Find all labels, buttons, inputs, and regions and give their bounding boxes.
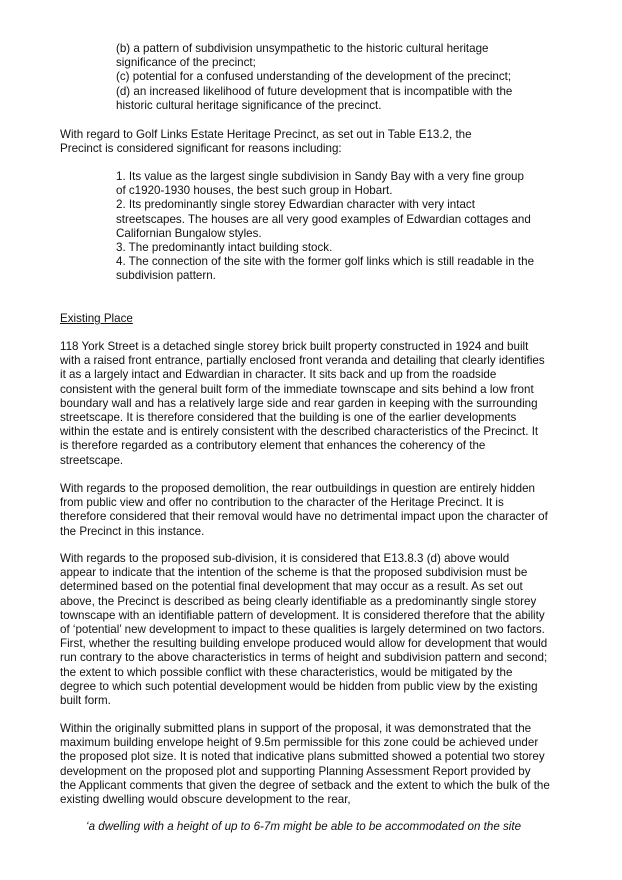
reason-item-2: 2. Its predominantly single storey Edwardian character with very intact	[116, 198, 475, 212]
text-line: it as a largely intact and Edwardian in character. It sits back and up from the roadside	[60, 368, 497, 382]
text-line: Within the originally submitted plans in support of the proposal, it was demonstrated that the	[60, 722, 532, 735]
text-line: is therefore regarded as a contributory element that enhances the coherency of the	[60, 439, 486, 453]
text-line: of ‘potential’ new development to impact to these qualities is largely determined on two factors.	[60, 623, 545, 637]
text-line: streetscape. It is therefore considered that the building is one of the earlier developments	[60, 411, 517, 425]
text-line: degree to which such potential development would be hidden from public view by the existing	[60, 679, 538, 693]
text-line: above, the Precinct is described as being clearly identifiable as a predominantly single storey	[60, 594, 537, 608]
demolition-paragraph	[60, 482, 572, 539]
criteria-item-d: (d) an increased likelihood of future development that is incompatible with the	[116, 84, 513, 98]
text-line: built form.	[60, 694, 111, 708]
text-line: First, whether the resulting building envelope produced would allow for development that would	[60, 637, 548, 651]
text-line: run contrary to the above characteristics in terms of height and subdivision pattern and second;	[60, 651, 548, 665]
subdivision-paragraph	[60, 552, 572, 708]
text-line: the proposed plot size. It is noted that indicative plans submitted showed a potential two storey	[60, 750, 545, 764]
criteria-item-b-cont: significance of the precinct;	[116, 56, 256, 70]
text-line: maximum building envelope height of 9.5m permissible for this zone could be achieved under	[60, 736, 539, 750]
quote-text: ‘a dwelling with a height of up to 6-7m might be able to be accommodated on the site	[86, 820, 522, 833]
text-line: with a raised front entrance, partially enclosed front veranda and detailing that clearly identifies	[60, 354, 545, 368]
reason-item-4-cont: subdivision pattern.	[116, 269, 216, 283]
criteria-item-c: (c) potential for a confused understanding of the development of the precinct;	[116, 70, 512, 84]
reason-item-3: 3. The predominantly intact building stock.	[116, 241, 333, 255]
section-heading	[60, 312, 572, 326]
reason-item-4: 4. The connection of the site with the former golf links which is still readable in the	[116, 255, 535, 269]
text-line: Precinct is considered significant for reasons including:	[60, 142, 342, 156]
building-envelope-paragraph	[60, 722, 572, 807]
significance-reasons-list	[116, 170, 568, 284]
text-line: With regards to the proposed demolition, the rear outbuildings in question are entirely hidden	[60, 482, 535, 495]
text-line: within the estate and is entirely consistent with the described characteristics of the Precinct. It	[60, 425, 539, 439]
criteria-item-d-cont: historic cultural heritage significance of the precinct.	[116, 98, 382, 112]
text-line: With regards to the proposed sub-division, it is considered that E13.8.3 (d) above would	[60, 552, 510, 565]
text-line: determined based on the potential final development that may occur as a result. As set out	[60, 580, 523, 594]
reason-item-2-cont: Californian Bungalow styles.	[116, 226, 262, 240]
text-line: existing dwelling would obscure development to the rear,	[60, 793, 351, 807]
reason-item-1: 1. Its value as the largest single subdivision in Sandy Bay with a very fine group	[116, 170, 524, 183]
text-line: consistent with the general built form of the immediate townscape and sits behind a low front	[60, 382, 534, 396]
text-line: 118 York Street is a detached single storey brick built property constructed in 1924 and built	[60, 340, 529, 353]
text-line: streetscape.	[60, 453, 124, 467]
text-line: therefore considered that their removal would have no detrimental impact upon the character of	[60, 510, 548, 524]
text-line: boundary wall and has a relatively large side and rear garden in keeping with the surrounding	[60, 396, 538, 410]
section-heading-text: Existing Place	[60, 312, 133, 325]
existing-place-paragraph	[60, 340, 572, 468]
criteria-item-b: (b) a pattern of subdivision unsympathetic to the historic cultural heritage	[116, 42, 489, 55]
text-line: With regard to Golf Links Estate Heritage Precinct, as set out in Table E13.2, the	[60, 128, 472, 141]
text-line: the Precinct in this instance.	[60, 524, 205, 538]
reason-item-1-cont: of c1920-1930 houses, the best such group in Hobart.	[116, 184, 393, 198]
text-line: the extent to which possible conflict with these characteristics, would be mitigated by the	[60, 665, 513, 679]
reason-item-2-cont: streetscapes. The houses are all very good examples of Edwardian cottages and	[116, 212, 531, 226]
criteria-list	[116, 42, 566, 113]
text-line: appear to indicate that the intention of the scheme is that the proposed subdivision must be	[60, 566, 528, 580]
intro-paragraph	[60, 128, 572, 156]
text-line: from public view and offer no contribution to the character of the Heritage Precinct. It is	[60, 496, 504, 510]
text-line: townscape with an identifiable pattern of development. It is considered therefore that the ability	[60, 608, 545, 622]
quoted-statement	[86, 820, 566, 834]
text-line: the Applicant comments that given the degree of setback and the extent to which the bulk of the	[60, 778, 550, 792]
text-line: development on the proposed plot and supporting Planning Assessment Report provided by	[60, 764, 531, 778]
